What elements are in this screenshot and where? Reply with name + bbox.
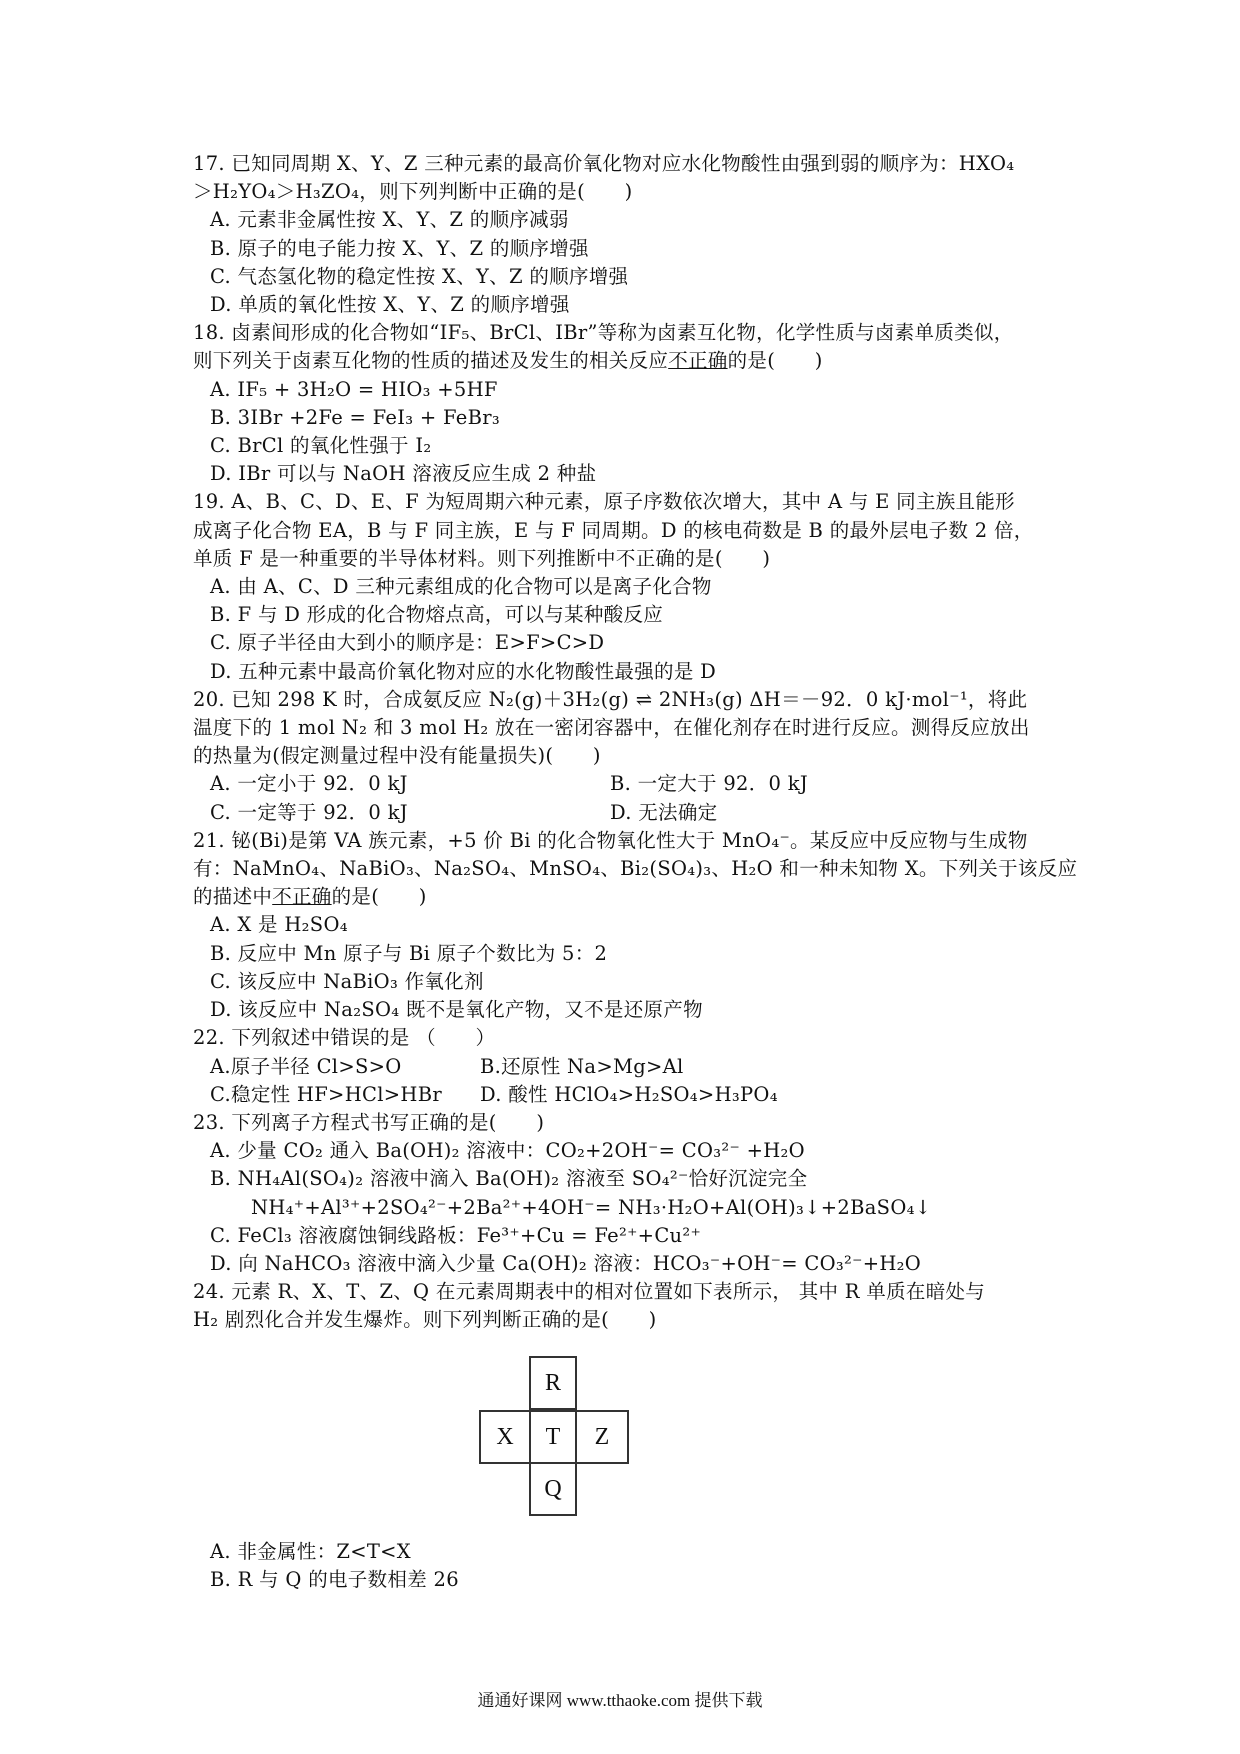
q22-stem: 22. 下列叙述中错误的是 （ ） bbox=[193, 1026, 496, 1050]
table-cell-left: X bbox=[479, 1410, 531, 1464]
q20-option-c: C. 一定等于 92．0 kJ bbox=[210, 800, 408, 824]
q21-option-a: A. X 是 H₂SO₄ bbox=[210, 913, 348, 937]
q18-option-c: C. BrCl 的氧化性强于 I₂ bbox=[210, 434, 432, 458]
q18-stem-end: 的是( ) bbox=[727, 349, 823, 373]
table-cell-center: T bbox=[529, 1410, 577, 1464]
q21-stem-line3 bbox=[193, 883, 1063, 911]
q18-option-a: A. IF₅ + 3H₂O = HIO₃ +5HF bbox=[210, 377, 498, 401]
q20-option-a: A. 一定小于 92．0 kJ bbox=[210, 772, 408, 796]
q20-options-row1 bbox=[193, 770, 1063, 798]
q20-stem-line3: 的热量为(假定测量过程中没有能量损失)( ) bbox=[193, 744, 601, 768]
table-cell-bottom: Q bbox=[529, 1462, 577, 1516]
q23-stem: 23. 下列离子方程式书写正确的是( ) bbox=[193, 1110, 545, 1134]
q22-option-c: C.稳定性 HF>HCl>HBr bbox=[210, 1082, 442, 1106]
q22-option-b: B.还原性 Na>Mg>Al bbox=[480, 1054, 684, 1078]
q19-option-b: B. F 与 D 形成的化合物熔点高，可以与某种酸反应 bbox=[210, 603, 664, 627]
q20-option-d: D. 无法确定 bbox=[610, 800, 718, 824]
q24-stem-line1: 24. 元素 R、X、T、Z、Q 在元素周期表中的相对位置如下表所示， 其中 R 单质在暗处与 bbox=[193, 1280, 986, 1304]
q24-option-a: A. 非金属性：Z<T<X bbox=[210, 1540, 411, 1563]
q24-options bbox=[193, 1538, 1063, 1594]
q18-stem-line2 bbox=[193, 347, 1063, 375]
q22-options-row2 bbox=[193, 1081, 1063, 1109]
q19-stem-line3: 单质 F 是一种重要的半导体材料。则下列推断中不正确的是( ) bbox=[193, 546, 771, 570]
q18-option-d: D. IBr 可以与 NaOH 溶液反应生成 2 种盐 bbox=[210, 462, 597, 486]
q22-option-d: D. 酸性 HClO₄>H₂SO₄>H₃PO₄ bbox=[480, 1082, 778, 1106]
q21-stem-line2: 有：NaMnO₄、NaBiO₃、Na₂SO₄、MnSO₄、Bi₂(SO₄)₃、H₂O 和一种未知物 X。下列关于该反应 bbox=[193, 857, 1078, 881]
q17-option-a: A. 元素非金属性按 X、Y、Z 的顺序减弱 bbox=[210, 208, 569, 232]
q18-stem-text: 则下列关于卤素互化物的性质的描述及发生的相关反应 bbox=[193, 349, 669, 373]
q21-option-b: B. 反应中 Mn 原子与 Bi 原子个数比为 5：2 bbox=[210, 941, 608, 965]
q17-option-b: B. 原子的电子能力按 X、Y、Z 的顺序增强 bbox=[210, 236, 589, 260]
q19-option-a: A. 由 A、C、D 三种元素组成的化合物可以是离子化合物 bbox=[210, 575, 712, 599]
q23-option-a: A. 少量 CO₂ 通入 Ba(OH)₂ 溶液中：CO₂+2OH⁻= CO₃²⁻ +H₂O bbox=[210, 1139, 805, 1163]
q23-option-b-line2: NH₄⁺+Al³⁺+2SO₄²⁻+2Ba²⁺+4OH⁻= NH₃·H₂O+Al(OH)₃↓+2BaSO₄↓ bbox=[251, 1195, 932, 1219]
q19-stem-line1: 19. A、B、C、D、E、F 为短周期六种元素，原子序数依次增大，其中 A 与 E 同主族且能形 bbox=[193, 490, 1015, 514]
q19-option-d: D. 五种元素中最高价氧化物对应的水化物酸性最强的是 D bbox=[210, 659, 717, 683]
q18-option-b: B. 3IBr +2Fe = FeI₃ + FeBr₃ bbox=[210, 405, 501, 429]
q24-stem-line2: H₂ 剧烈化合并发生爆炸。则下列判断正确的是( ) bbox=[193, 1308, 657, 1332]
q21-stem-text: 的描述中 bbox=[193, 885, 273, 909]
q21-option-c: C. 该反应中 NaBiO₃ 作氧化剂 bbox=[210, 969, 484, 993]
q18-stem-line1: 18. 卤素间形成的化合物如“IF₅、BrCl、IBr”等称为卤素互化物，化学性质与卤素单质类似， bbox=[193, 321, 1014, 345]
q21-stem-line1: 21. 铋(Bi)是第 VA 族元素，+5 价 Bi 的化合物氧化性大于 MnO₄⁻。某反应中反应物与生成物 bbox=[193, 828, 1028, 852]
q21-stem-end: 的是( ) bbox=[331, 885, 427, 909]
table-cell-right: Z bbox=[575, 1410, 629, 1464]
page-footer: 通通好课网 www.tthaoke.com 提供下载 bbox=[477, 1691, 763, 1710]
q23-option-c: C. FeCl₃ 溶液腐蚀铜线路板：Fe³⁺+Cu = Fe²⁺+Cu²⁺ bbox=[210, 1223, 702, 1247]
q20-stem-line1: 20. 已知 298 K 时，合成氨反应 N₂(g)＋3H₂(g) ⇌ 2NH₃(g) ΔH＝－92．0 kJ·mol⁻¹，将此 bbox=[193, 687, 1028, 711]
q19-option-c: C. 原子半径由大到小的顺序是：E>F>C>D bbox=[210, 631, 605, 655]
q20-option-b: B. 一定大于 92．0 kJ bbox=[610, 772, 808, 796]
q22-option-a: A.原子半径 Cl>S>O bbox=[210, 1054, 402, 1078]
q20-stem-line2: 温度下的 1 mol N₂ 和 3 mol H₂ 放在一密闭容器中，在催化剂存在时进行反应。测得反应放出 bbox=[193, 716, 1030, 740]
q23-option-b-line1: B. NH₄Al(SO₄)₂ 溶液中滴入 Ba(OH)₂ 溶液至 SO₄²⁻恰好沉淀完全 bbox=[210, 1167, 808, 1191]
q17-option-c: C. 气态氢化物的稳定性按 X、Y、Z 的顺序增强 bbox=[210, 264, 629, 288]
q20-options-row2 bbox=[193, 799, 1063, 827]
q17-stem-line2: ＞H₂YO₄＞H₃ZO₄，则下列判断中正确的是( ) bbox=[193, 180, 633, 204]
exam-page bbox=[193, 150, 1078, 1335]
q22-options-row1 bbox=[193, 1053, 1063, 1081]
q17-option-d: D. 单质的氧化性按 X、Y、Z 的顺序增强 bbox=[210, 293, 570, 317]
q23-option-d: D. 向 NaHCO₃ 溶液中滴入少量 Ca(OH)₂ 溶液：HCO₃⁻+OH⁻= CO₃²⁻+H₂O bbox=[210, 1251, 922, 1275]
q21-option-d: D. 该反应中 Na₂SO₄ 既不是氧化产物，又不是还原产物 bbox=[210, 998, 703, 1022]
q24-option-b: B. R 与 Q 的电子数相差 26 bbox=[210, 1568, 459, 1592]
table-cell-top: R bbox=[529, 1356, 577, 1410]
q19-stem-line2: 成离子化合物 EA，B 与 F 同主族，E 与 F 同周期。D 的核电荷数是 B 的最外层电子数 2 倍， bbox=[193, 518, 1034, 542]
q17-stem-line1: 17. 已知同周期 X、Y、Z 三种元素的最高价氧化物对应水化物酸性由强到弱的顺序为：HXO₄ bbox=[193, 152, 1015, 175]
q21-underlined-text: 不正确 bbox=[272, 885, 332, 909]
q18-underlined-text: 不正确 bbox=[668, 349, 728, 373]
